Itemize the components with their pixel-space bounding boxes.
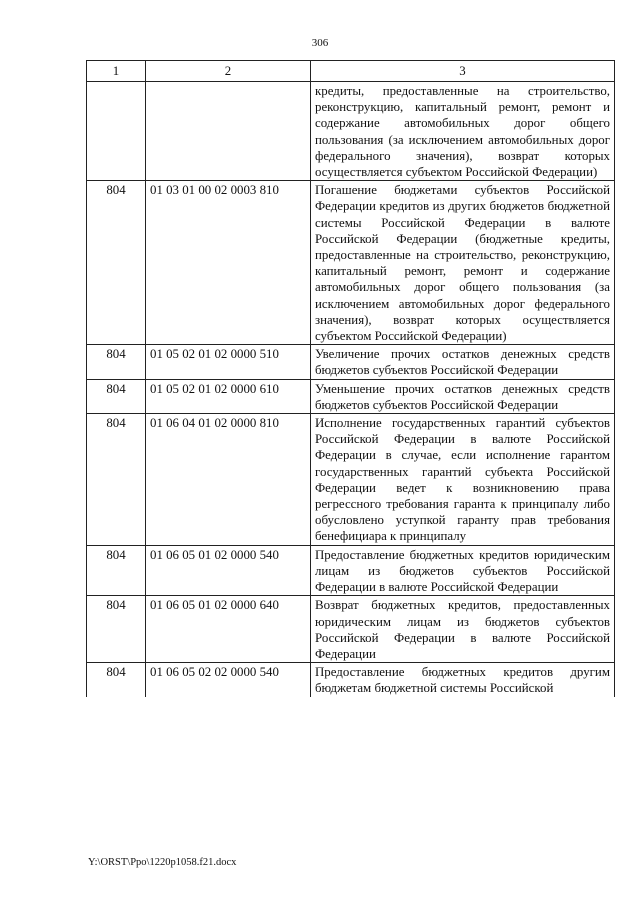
- admin-code-cell: [87, 82, 146, 181]
- footer-file-path: Y:\ORST\Ppo\1220p1058.f21.docx: [88, 857, 237, 868]
- admin-code-cell: 804: [87, 345, 146, 379]
- admin-code-cell: 804: [87, 545, 146, 596]
- description-cell: кредиты, предоставленные на строительство, реконструкцию, капитальный ремонт, ремонт и содержание автомобильных дорог общего пользования (за исключением автомобильных дорог федерального значения), возврат которых осуществляется субъектом Российской Федерации): [311, 82, 615, 181]
- kbk-cell: [146, 82, 311, 181]
- description-cell: Предоставление бюджетных кредитов другим бюджетам бюджетной системы Российской: [311, 663, 615, 697]
- description-cell: Исполнение государственных гарантий субъектов Российской Федерации в валюте Российской Федерации в случае, если исполнение гарантом государственных гарантий субъекта Российской Федерации ведет к возникновению права регрессного требования гаранта к принципалу либо обусловлено уступкой гаранту прав требования бенефициара к принципалу: [311, 414, 615, 546]
- description-cell: Предоставление бюджетных кредитов юридическим лицам из бюджетов субъектов Российской Федерации в валюте Российской Федерации: [311, 545, 615, 596]
- admin-code-cell: 804: [87, 379, 146, 413]
- table-header-row: [87, 61, 615, 82]
- budget-codes-table: [86, 60, 615, 697]
- kbk-cell: 01 05 02 01 02 0000 510: [146, 345, 311, 379]
- kbk-cell: 01 06 04 01 02 0000 810: [146, 414, 311, 546]
- kbk-cell: 01 06 05 01 02 0000 640: [146, 596, 311, 663]
- admin-code-cell: 804: [87, 181, 146, 345]
- table-row: [87, 345, 615, 379]
- kbk-cell: 01 05 02 01 02 0000 610: [146, 379, 311, 413]
- column-header-3: 3: [311, 61, 615, 82]
- kbk-cell: 01 06 05 02 02 0000 540: [146, 663, 311, 697]
- table-row: [87, 545, 615, 596]
- admin-code-cell: 804: [87, 414, 146, 546]
- description-cell: Погашение бюджетами субъектов Российской Федерации кредитов из других бюджетов бюджетной системы Российской Федерации в валюте Российской Федерации (бюджетные кредиты, предоставленные на строительство, реконструкцию, капитальный ремонт, ремонт и содержание автомобильных дорог общего пользования (за исключением автомобильных дорог федерального значения), возврат которых осуществляется субъектом Российской Федерации): [311, 181, 615, 345]
- description-cell: Увеличение прочих остатков денежных средств бюджетов субъектов Российской Федерации: [311, 345, 615, 379]
- table-row: [87, 181, 615, 345]
- table-row: [87, 596, 615, 663]
- admin-code-cell: 804: [87, 596, 146, 663]
- admin-code-cell: 804: [87, 663, 146, 697]
- table-row-continuation: [87, 82, 615, 181]
- column-header-1: 1: [87, 61, 146, 82]
- kbk-cell: 01 06 05 01 02 0000 540: [146, 545, 311, 596]
- column-header-2: 2: [146, 61, 311, 82]
- table-row: [87, 663, 615, 697]
- kbk-cell: 01 03 01 00 02 0003 810: [146, 181, 311, 345]
- table-row: [87, 414, 615, 546]
- table-row: [87, 379, 615, 413]
- description-cell: Уменьшение прочих остатков денежных средств бюджетов субъектов Российской Федерации: [311, 379, 615, 413]
- description-cell: Возврат бюджетных кредитов, предоставленных юридическим лицам из бюджетов субъектов Российской Федерации в валюте Российской Федерации: [311, 596, 615, 663]
- page-number: 306: [311, 37, 329, 49]
